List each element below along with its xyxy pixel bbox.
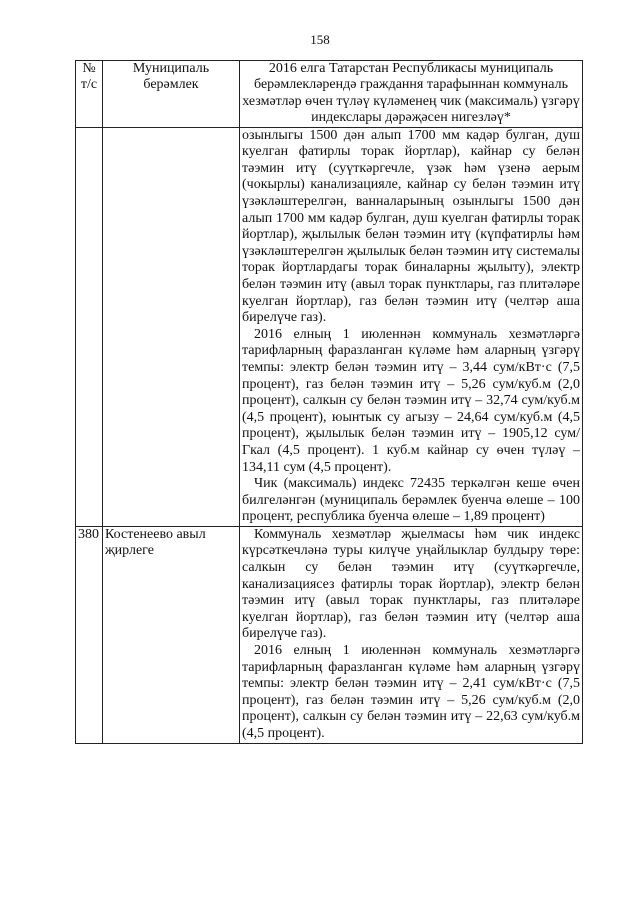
row-description [240, 526, 583, 743]
page-number: 158 [310, 32, 330, 47]
header-number-line1: № [82, 61, 96, 76]
row-description [240, 127, 583, 526]
header-municipality-line2: берәмлек [143, 77, 199, 93]
header-number-line2: т/с [80, 77, 98, 93]
row-municipality [103, 127, 240, 526]
row-municipality: Костенеево авыл җирлеге [103, 526, 240, 743]
table-header-row [76, 61, 583, 128]
header-municipality-line1: Муниципаль [132, 61, 210, 76]
header-number [76, 61, 103, 128]
table-row [76, 127, 583, 526]
table-row [76, 526, 583, 743]
description-paragraph: 2016 елның 1 июленнән коммуналь хезмәтләргә тарифларның фаразланган күләме һәм аларның үзгәрү темпы: электр белән тәэмин итү – 2,41 сум/кВт·с (7,5 процент), газ белән тәэмин итү – 5,26 сум/куб.м (2,0 процент), салкын су белән тәэмин итү – 22,63 сум/куб.м (4,5 процент). [242, 643, 580, 741]
indices-table [75, 60, 583, 744]
description-paragraph: озынлыгы 1500 дән алып 1700 мм кадәр булган, душ куелган фатирлы торак йортлар), кайнар су белән тәэмин итү (суүткәргечле, үзәк һәм үзенә аерым (чокырлы) канализацияле, кайнар су белән тәэмин итү үзәкләштерелгән, ванналарының озынлыгы 1500 дән алып 1700 мм кадәр булган, душ куелган фатирлы торак йортлар), җылылык белән тәэмин итү (күпфатирлы һәм үзәкләштерелгән җылылык белән тәэмин итү системалы торак йортлардагы торак биналарны җылыту), электр белән тәэмин итү (авыл торак пунктлары, газ плитәләре куелган йортлар), газ белән тәэмин итү (челтәр аша бирелүче газ). [242, 127, 580, 326]
row-number [76, 127, 103, 526]
description-paragraph: Коммуналь хезмәтләр җыелмасы һәм чик индекс күрсәткечләнә туры килүче уңайлыклар булдыру төре: салкын су белән тәэмин итү (суүткәргечле, канализациясез фатирлы торак йортлар), электр белән тәэмин итү (авыл торак пунктлары, газ плитәләре куелган йортлар), газ белән тәэмин итү (челтәр аша бирелүче газ). [242, 526, 580, 642]
description-paragraph: Чик (максималь) индекс 72435 теркәлгән кеше өчен билгеләнгән (муниципаль берәмлек буенча өлеше – 100 процент, республика буенча өлеше – 1,89 процент) [242, 476, 580, 525]
header-description: 2016 елга Татарстан Республикасы муниципаль берәмлекләрендә граждання тарафыннан коммуналь хезмәтләр өчен түләү күләменең чик (максималь) үзгәрү индекслары дәрәҗәсен нигезләү* [240, 61, 583, 128]
row-number: 380 [76, 526, 103, 743]
header-municipality [103, 61, 240, 128]
description-paragraph: 2016 елның 1 июленнән коммуналь хезмәтләргә тарифларның фаразланган күләме һәм аларның үзгәрү темпы: электр белән тәэмин итү – 3,44 сум/кВт·с (7,5 процент), газ белән тәэмин итү – 5,26 сум/куб.м (2,0 процент), салкын су белән тәэмин итү – 32,74 сум/куб.м (4,5 процент), юынтык су агызу – 24,64 сум/куб.м (4,5 процент), җылылык белән тәэмин итү – 1905,12 сум/Гкал (4,5 процент). 1 куб.м кайнар су өчен түләү – 134,11 сум (4,5 процент). [242, 326, 580, 475]
